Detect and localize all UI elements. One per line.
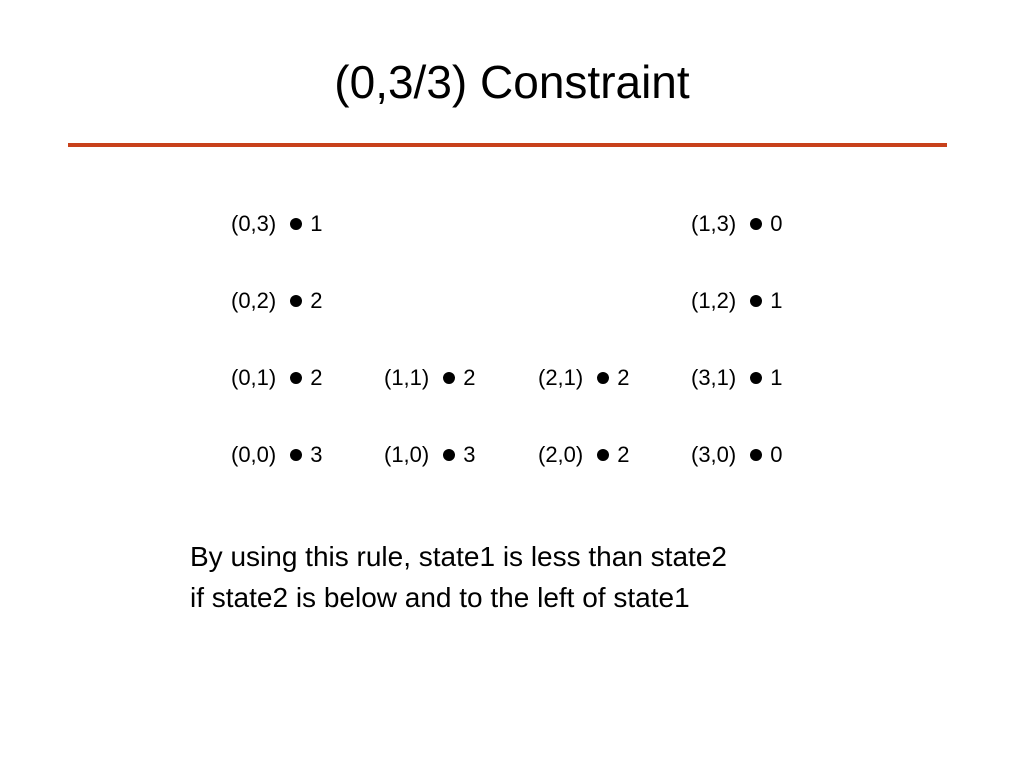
state-coord: (1,3) — [691, 211, 737, 236]
bullet-dot-icon — [750, 449, 762, 461]
state-coord: (1,0) — [384, 442, 430, 467]
state-value: 1 — [770, 365, 783, 390]
state-coord: (0,3) — [231, 211, 277, 236]
state-value: 0 — [770, 211, 783, 236]
bullet-dot-icon — [750, 372, 762, 384]
bullet-dot-icon — [750, 218, 762, 230]
state-coord: (2,0) — [538, 442, 584, 467]
state-item — [231, 441, 323, 469]
state-item — [538, 441, 630, 469]
slide-title: (0,3/3) Constraint — [334, 56, 690, 108]
bullet-dot-icon — [443, 372, 455, 384]
state-coord: (3,0) — [691, 442, 737, 467]
bullet-dot-icon — [290, 449, 302, 461]
bullet-dot-icon — [290, 295, 302, 307]
state-item — [384, 441, 476, 469]
state-item — [231, 210, 323, 238]
state-value: 3 — [463, 442, 476, 467]
state-value: 2 — [617, 442, 630, 467]
bullet-dot-icon — [597, 372, 609, 384]
state-item — [231, 287, 323, 315]
state-value: 2 — [310, 288, 323, 313]
bullet-dot-icon — [290, 218, 302, 230]
state-item — [691, 287, 783, 315]
state-value: 2 — [310, 365, 323, 390]
caption-text — [190, 536, 727, 618]
state-item — [691, 441, 783, 469]
state-coord: (0,0) — [231, 442, 277, 467]
state-value: 0 — [770, 442, 783, 467]
state-coord: (2,1) — [538, 365, 584, 390]
state-coord: (0,1) — [231, 365, 277, 390]
state-value: 1 — [310, 211, 323, 236]
state-coord: (1,2) — [691, 288, 737, 313]
caption-line: if state2 is below and to the left of state1 — [190, 582, 690, 613]
state-value: 2 — [463, 365, 476, 390]
bullet-dot-icon — [290, 372, 302, 384]
state-coord: (3,1) — [691, 365, 737, 390]
state-item — [691, 210, 783, 238]
caption-line: By using this rule, state1 is less than state2 — [190, 541, 727, 572]
bullet-dot-icon — [443, 449, 455, 461]
state-coord: (0,2) — [231, 288, 277, 313]
bullet-dot-icon — [750, 295, 762, 307]
state-item — [691, 364, 783, 392]
state-value: 1 — [770, 288, 783, 313]
bullet-dot-icon — [597, 449, 609, 461]
state-value: 3 — [310, 442, 323, 467]
state-item — [231, 364, 323, 392]
state-value: 2 — [617, 365, 630, 390]
state-item — [538, 364, 630, 392]
state-item — [384, 364, 476, 392]
state-coord: (1,1) — [384, 365, 430, 390]
